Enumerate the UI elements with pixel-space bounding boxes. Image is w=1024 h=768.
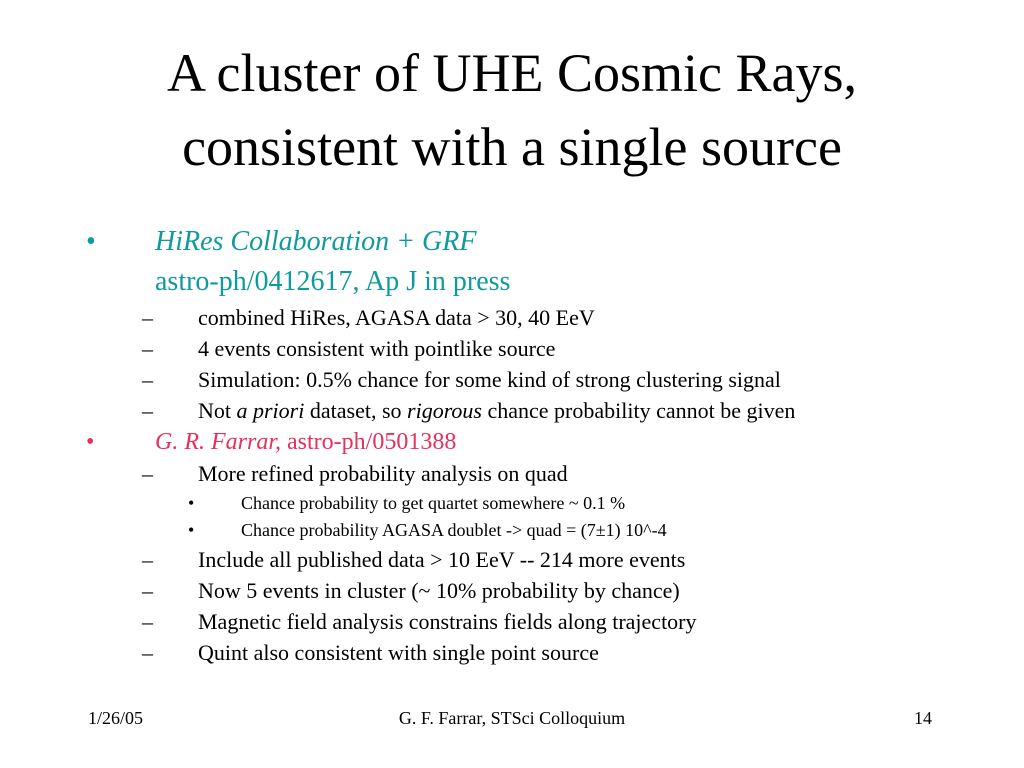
footer-presenter: G. F. Farrar, STSci Colloquium (398, 708, 626, 728)
bullet2-item-4: Magnetic field analysis constrains fields along trajectory (198, 609, 697, 634)
bullet1-item-1: combined HiRes, AGASA data > 30, 40 EeV (198, 305, 595, 330)
bullet2-subitem-2: Chance probability AGASA doublet -> quad = (7±1) 10^-4 (241, 520, 667, 540)
bullet1-item-2: 4 events consistent with pointlike source (198, 336, 556, 361)
bullet1-item-3: Simulation: 0.5% chance for some kind of strong clustering signal (198, 367, 781, 392)
item4-pre: Not (198, 398, 237, 423)
item4-rigorous: rigorous (407, 398, 482, 423)
dash-marker: – (142, 305, 153, 330)
bullet2-author: G. R. Farrar, (155, 429, 282, 455)
sub-bullet-marker: • (188, 520, 195, 540)
item4-a-priori: a priori (236, 398, 305, 423)
item4-post: chance probability cannot be given (482, 398, 796, 423)
dash-marker: – (142, 609, 153, 634)
bullet2-item-1: More refined probability analysis on quad (198, 461, 568, 486)
bullet2-subitem-1: Chance probability to get quartet somewhere ~ 0.1 % (241, 493, 626, 513)
dash-marker: – (142, 578, 153, 603)
bullet2-item-5: Quint also consistent with single point source (198, 640, 599, 665)
footer-date: 1/26/05 (88, 708, 144, 728)
slide-number: 14 (914, 708, 932, 728)
bullet2-heading (155, 426, 456, 458)
bullet2-ref: astro-ph/0501388 (281, 429, 457, 455)
dash-marker: – (142, 336, 153, 361)
bullet2-item-2: Include all published data > 10 EeV -- 214 more events (198, 547, 686, 572)
slide-title-line-2: consistent with a single source (182, 117, 842, 177)
bullet-marker-1: • (86, 226, 96, 257)
bullet1-heading: HiRes Collaboration + GRF (155, 226, 477, 257)
bullet-marker-2: • (86, 429, 95, 455)
dash-marker: – (142, 398, 153, 423)
bullet2-item-3: Now 5 events in cluster (~ 10% probability by chance) (198, 578, 680, 603)
dash-marker: – (142, 461, 153, 486)
slide-title-line-1: A cluster of UHE Cosmic Rays, (167, 43, 857, 103)
item4-mid: dataset, so (304, 398, 408, 423)
bullet1-reference: astro-ph/0412617, Ap J in press (155, 266, 511, 297)
dash-marker: – (142, 367, 153, 392)
dash-marker: – (142, 640, 153, 665)
dash-marker: – (142, 547, 153, 572)
bullet1-item-4 (198, 398, 795, 424)
sub-bullet-marker: • (188, 493, 195, 513)
